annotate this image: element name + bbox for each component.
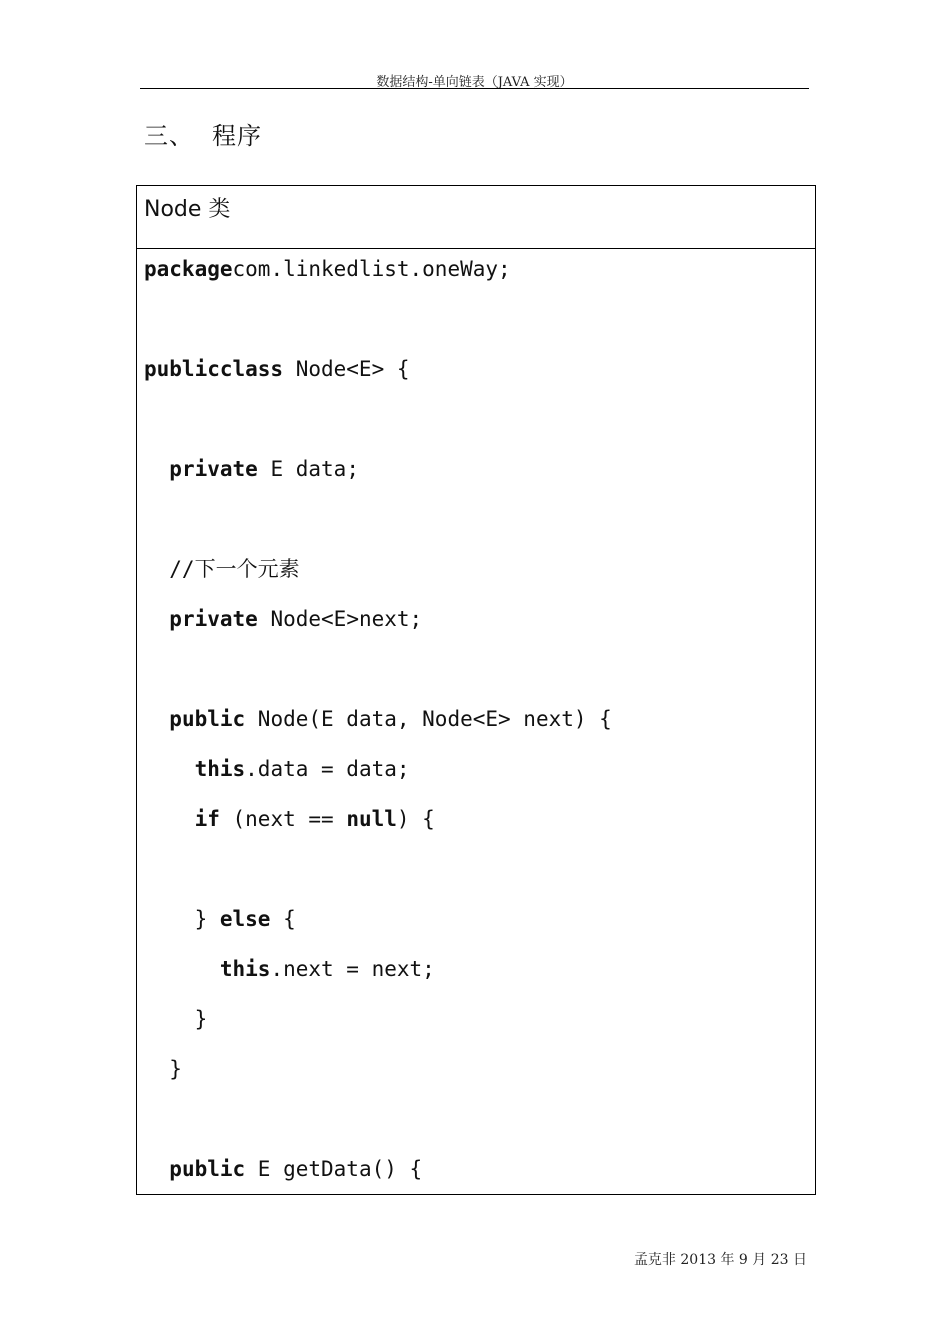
code-keyword: public xyxy=(169,707,246,731)
code-keyword: if xyxy=(194,807,220,831)
code-keyword: null xyxy=(346,807,397,831)
code-text: Node<E> { xyxy=(283,357,410,381)
code-keyword: private xyxy=(169,607,258,631)
code-text: //下一个元素 xyxy=(144,557,300,581)
code-line xyxy=(144,549,808,599)
code-keyword: this xyxy=(219,957,271,981)
code-text: Node<E>next; xyxy=(257,607,423,631)
code-text xyxy=(144,457,169,481)
section-heading xyxy=(144,116,262,151)
code-line xyxy=(144,949,808,999)
code-text xyxy=(144,1157,169,1181)
code-line xyxy=(144,1099,808,1149)
code-line xyxy=(144,1049,808,1099)
code-line xyxy=(144,449,808,499)
code-line xyxy=(144,799,808,849)
code-text: E getData() { xyxy=(245,1157,423,1181)
code-line xyxy=(144,499,808,549)
code-keyword: else xyxy=(219,907,271,931)
code-keyword: this xyxy=(194,757,246,781)
code-line xyxy=(144,999,808,1049)
section-number: 三、 xyxy=(144,122,194,150)
header-rule xyxy=(140,88,809,89)
code-keyword: private xyxy=(169,457,258,481)
code-text: .next = next; xyxy=(270,957,435,981)
code-line xyxy=(144,299,808,349)
code-line xyxy=(144,599,808,649)
code-text: ) { xyxy=(396,807,435,831)
code-text: } xyxy=(144,1007,208,1031)
code-text: E data; xyxy=(257,457,359,481)
code-keyword: publicclass xyxy=(144,357,284,381)
code-block xyxy=(137,249,815,1199)
code-text xyxy=(144,757,195,781)
code-keyword: public xyxy=(169,1157,246,1181)
code-text xyxy=(144,607,169,631)
code-table-title: Node 类 xyxy=(137,186,815,249)
code-line xyxy=(144,399,808,449)
section-title: 程序 xyxy=(212,122,262,150)
code-line xyxy=(144,749,808,799)
code-text: } xyxy=(144,1057,182,1081)
code-text xyxy=(144,807,195,831)
code-text: (next == xyxy=(219,807,347,831)
code-text: Node(E data, Node<E> next) { xyxy=(245,707,612,731)
code-line xyxy=(144,849,808,899)
page-footer: 孟克非 2013 年 9 月 23 日 xyxy=(633,1252,807,1268)
code-line xyxy=(144,249,808,299)
code-text xyxy=(144,707,169,731)
code-text: com.linkedlist.oneWay; xyxy=(232,257,511,281)
page-header-title: 数据结构-单向链表（JAVA 实现） xyxy=(376,75,573,90)
code-text: .data = data; xyxy=(245,757,410,781)
code-line xyxy=(144,699,808,749)
code-text: } xyxy=(144,907,220,931)
code-line xyxy=(144,1149,808,1199)
code-line xyxy=(144,899,808,949)
code-text: { xyxy=(270,907,296,931)
code-line xyxy=(144,349,808,399)
code-text xyxy=(144,957,220,981)
code-table xyxy=(136,185,816,1195)
code-keyword: package xyxy=(144,257,233,281)
code-line xyxy=(144,649,808,699)
